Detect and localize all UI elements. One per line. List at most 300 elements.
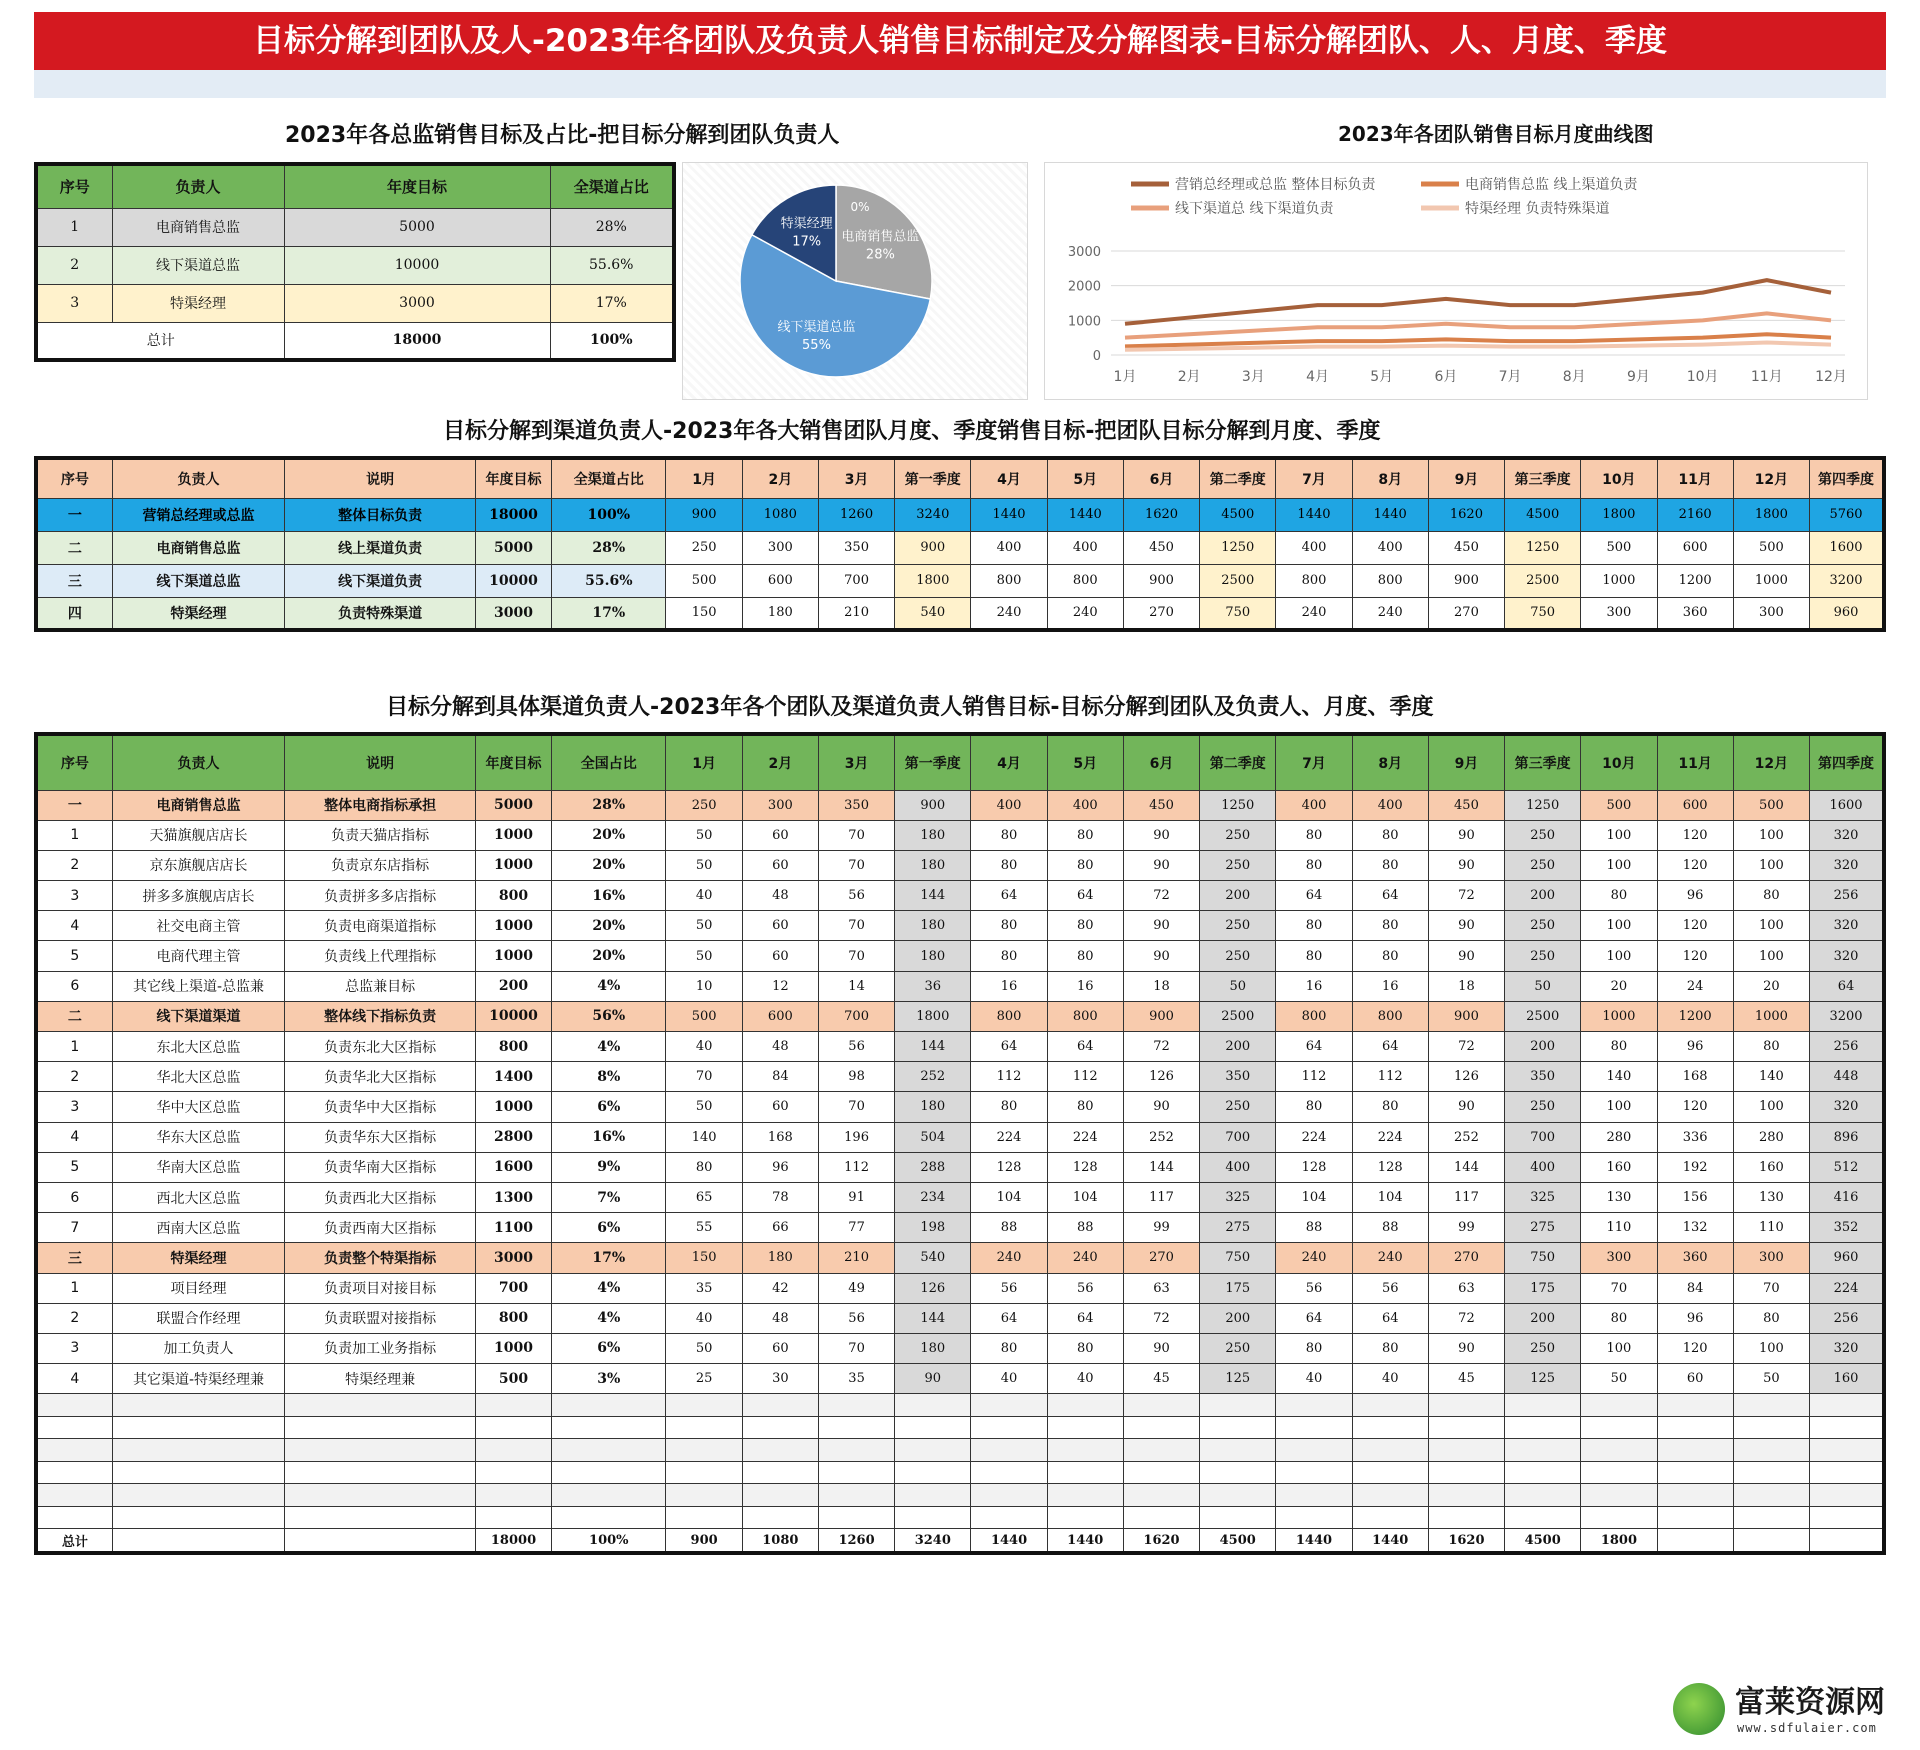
cell: 1200 [1657, 1001, 1733, 1031]
cell: 80 [971, 1092, 1047, 1122]
empty-cell [971, 1461, 1047, 1484]
cell: 300 [742, 790, 818, 820]
cell: 负责东北大区指标 [285, 1032, 476, 1062]
cell: 14 [818, 971, 894, 1001]
empty-cell [666, 1484, 742, 1507]
x-tick-label: 11月 [1750, 369, 1783, 385]
cell: 2 [36, 1062, 112, 1092]
cell: 电商代理主管 [112, 941, 285, 971]
cell: 1440 [1047, 498, 1123, 531]
cell: 400 [1352, 790, 1428, 820]
y-tick-label: 1000 [1067, 314, 1101, 330]
header-cell: 5月 [1047, 734, 1123, 790]
table-row [36, 1032, 1884, 1062]
cell: 1000 [1581, 1001, 1657, 1031]
cell: 56 [1276, 1273, 1352, 1303]
cell: 负责电商渠道指标 [285, 911, 476, 941]
cell: 8% [552, 1062, 666, 1092]
cell: 64 [1810, 971, 1885, 1001]
header-cell: 2月 [742, 734, 818, 790]
empty-cell [971, 1506, 1047, 1529]
cell: 450 [1428, 531, 1504, 564]
cell: 1000 [1581, 564, 1657, 597]
empty-cell [1428, 1439, 1504, 1462]
cell: 70 [818, 941, 894, 971]
empty-cell [1352, 1506, 1428, 1529]
cell: 50 [1200, 971, 1276, 1001]
empty-cell [1123, 1484, 1199, 1507]
cell: 40 [666, 1032, 742, 1062]
cell: 3000 [475, 1243, 551, 1273]
cell: 电商销售总监 [112, 531, 285, 564]
empty-cell [1276, 1439, 1352, 1462]
cell: 2500 [1200, 564, 1276, 597]
cell: 500 [1581, 790, 1657, 820]
cell: 1250 [1200, 790, 1276, 820]
empty-cell [1200, 1394, 1276, 1417]
empty-cell [1428, 1506, 1504, 1529]
cell: 1 [36, 820, 112, 850]
empty-cell [742, 1506, 818, 1529]
cell: 270 [1123, 597, 1199, 630]
empty-cell [971, 1416, 1047, 1439]
cell: 66 [742, 1213, 818, 1243]
cell: 200 [1200, 1032, 1276, 1062]
cell: 28% [552, 790, 666, 820]
cell: 104 [971, 1182, 1047, 1212]
x-tick-label: 2月 [1177, 369, 1201, 385]
cell-name: 线下渠道总监 [112, 246, 284, 284]
cell: 80 [1047, 820, 1123, 850]
cell: 900 [1123, 1001, 1199, 1031]
cell: 252 [895, 1062, 971, 1092]
cell: 80 [971, 850, 1047, 880]
cell: 600 [742, 564, 818, 597]
group-row [36, 790, 1884, 820]
empty-cell [895, 1484, 971, 1507]
cell: 800 [1276, 1001, 1352, 1031]
group-row [36, 1243, 1884, 1273]
cell: 100 [1581, 1333, 1657, 1363]
cell: 线上渠道负责 [285, 531, 476, 564]
empty-cell [1428, 1461, 1504, 1484]
cell: 50 [666, 850, 742, 880]
cell: 144 [1428, 1152, 1504, 1182]
cell: 600 [1657, 531, 1733, 564]
total-cell: 1440 [1352, 1529, 1428, 1553]
cell: 132 [1657, 1213, 1733, 1243]
header-cell: 序号 [36, 458, 112, 498]
total-cell: 100% [552, 1529, 666, 1553]
cell: 负责华中大区指标 [285, 1092, 476, 1122]
cell: 总监兼目标 [285, 971, 476, 1001]
cell: 275 [1505, 1213, 1581, 1243]
cell: 90 [1428, 911, 1504, 941]
cell: 300 [742, 531, 818, 564]
cell: 1600 [1810, 790, 1885, 820]
empty-cell [1505, 1416, 1581, 1439]
cell: 800 [1352, 1001, 1428, 1031]
cell: 320 [1810, 1092, 1885, 1122]
cell: 1 [36, 1273, 112, 1303]
cell: 90 [895, 1364, 971, 1394]
empty-cell [818, 1506, 894, 1529]
empty-cell [742, 1461, 818, 1484]
cell: 80 [1352, 911, 1428, 941]
cell: 270 [1123, 1243, 1199, 1273]
cell: 240 [1352, 1243, 1428, 1273]
cell: 450 [1428, 790, 1504, 820]
cell: 320 [1810, 820, 1885, 850]
total-cell: 1440 [1276, 1529, 1352, 1553]
empty-cell [1810, 1439, 1885, 1462]
cell-name: 电商销售总监 [112, 208, 284, 246]
empty-cell [1352, 1461, 1428, 1484]
empty-cell [1352, 1416, 1428, 1439]
header-cell: 序号 [36, 734, 112, 790]
cell: 750 [1200, 1243, 1276, 1273]
empty-cell [1200, 1506, 1276, 1529]
cell: 90 [1428, 850, 1504, 880]
cell: 90 [1123, 911, 1199, 941]
header-cell: 10月 [1581, 458, 1657, 498]
cell: 90 [1123, 850, 1199, 880]
header-cell: 第二季度 [1200, 734, 1276, 790]
empty-cell [895, 1506, 971, 1529]
cell: 240 [1047, 1243, 1123, 1273]
header-cell: 说明 [285, 734, 476, 790]
table-row [36, 1062, 1884, 1092]
cell: 250 [1505, 850, 1581, 880]
cell: 600 [742, 1001, 818, 1031]
cell: 500 [1733, 790, 1809, 820]
cell: 负责特殊渠道 [285, 597, 476, 630]
cell: 256 [1810, 1032, 1885, 1062]
empty-cell [895, 1394, 971, 1417]
cell: 450 [1123, 790, 1199, 820]
empty-cell [112, 1416, 285, 1439]
empty-cell [112, 1461, 285, 1484]
header-cell: 9月 [1428, 458, 1504, 498]
cell: 3 [36, 1333, 112, 1363]
cell: 700 [1505, 1122, 1581, 1152]
cell: 250 [1200, 1092, 1276, 1122]
empty-cell [36, 1439, 112, 1462]
cell: 45 [1428, 1364, 1504, 1394]
cell: 4% [552, 1273, 666, 1303]
cell: 240 [1276, 597, 1352, 630]
section1-title: 2023年各总监销售目标及占比-把目标分解到团队负责人 [285, 123, 840, 148]
cell: 250 [1505, 820, 1581, 850]
empty-cell [1733, 1461, 1809, 1484]
x-tick-label: 3月 [1241, 369, 1265, 385]
cell: 300 [1733, 597, 1809, 630]
cell: 25 [666, 1364, 742, 1394]
cell: 140 [1733, 1062, 1809, 1092]
cell: 72 [1123, 1032, 1199, 1062]
table-row [36, 1364, 1884, 1394]
empty-row [36, 1394, 1884, 1417]
empty-cell [285, 1506, 476, 1529]
cell: 500 [666, 1001, 742, 1031]
cell: 400 [1200, 1152, 1276, 1182]
header-cell: 全渠道占比 [550, 164, 674, 208]
cell: 160 [1581, 1152, 1657, 1182]
cell: 60 [742, 1333, 818, 1363]
cell: 80 [1352, 850, 1428, 880]
cell: 京东旗舰店店长 [112, 850, 285, 880]
cell: 400 [1047, 531, 1123, 564]
empty-cell [1581, 1461, 1657, 1484]
cell: 99 [1428, 1213, 1504, 1243]
cell: 负责华南大区指标 [285, 1152, 476, 1182]
cell: 90 [1428, 1092, 1504, 1122]
table-row [36, 820, 1884, 850]
cell: 180 [895, 1333, 971, 1363]
cell: 1400 [475, 1062, 551, 1092]
empty-cell [1657, 1506, 1733, 1529]
cell: 3240 [895, 498, 971, 531]
empty-cell [1733, 1394, 1809, 1417]
cell: 24 [1657, 971, 1733, 1001]
total-target: 18000 [284, 322, 550, 360]
table-row [36, 1213, 1884, 1243]
table-row [36, 1333, 1884, 1363]
y-tick-label: 3000 [1067, 245, 1101, 260]
cell: 10000 [475, 564, 551, 597]
cell: 50 [666, 911, 742, 941]
pie-label: 55% [802, 338, 831, 354]
cell: 88 [971, 1213, 1047, 1243]
cell: 西南大区总监 [112, 1213, 285, 1243]
cell: 16% [552, 1122, 666, 1152]
cell: 5000 [475, 531, 551, 564]
total-cell: 900 [666, 1529, 742, 1553]
cell: 56 [818, 1032, 894, 1062]
total-cell: 18000 [475, 1529, 551, 1553]
cell: 128 [971, 1152, 1047, 1182]
x-tick-label: 9月 [1626, 369, 1650, 385]
cell: 70 [1733, 1273, 1809, 1303]
empty-cell [1352, 1394, 1428, 1417]
empty-cell [1200, 1416, 1276, 1439]
cell: 416 [1810, 1182, 1885, 1212]
header-cell: 第二季度 [1200, 458, 1276, 498]
table-row [36, 850, 1884, 880]
line-chart-panel [1044, 162, 1868, 400]
cell: 144 [1123, 1152, 1199, 1182]
empty-cell [1352, 1439, 1428, 1462]
cell: 126 [1428, 1062, 1504, 1092]
total-label: 总计 [36, 322, 284, 360]
empty-cell [1505, 1484, 1581, 1507]
cell: 280 [1733, 1122, 1809, 1152]
title-underband [34, 70, 1886, 98]
header-cell: 2月 [742, 458, 818, 498]
cell: 126 [895, 1273, 971, 1303]
cell: 210 [818, 1243, 894, 1273]
cell: 325 [1505, 1182, 1581, 1212]
table-row [36, 498, 1884, 531]
cell: 10000 [475, 1001, 551, 1031]
empty-cell [971, 1439, 1047, 1462]
cell: 250 [1200, 820, 1276, 850]
cell: 80 [1276, 941, 1352, 971]
cell: 200 [1200, 881, 1276, 911]
empty-cell [666, 1506, 742, 1529]
cell: 80 [1047, 850, 1123, 880]
cell: 350 [818, 790, 894, 820]
cell: 700 [818, 1001, 894, 1031]
cell: 华北大区总监 [112, 1062, 285, 1092]
channel-owner-table [34, 732, 1886, 1555]
empty-cell [1428, 1394, 1504, 1417]
pie-chart-panel [682, 162, 1028, 400]
empty-cell [1047, 1506, 1123, 1529]
cell: 100 [1581, 941, 1657, 971]
cell: 64 [1047, 1303, 1123, 1333]
cell: 社交电商主管 [112, 911, 285, 941]
watermark-url: www.sdfulaier.com [1737, 1721, 1877, 1735]
cell: 拼多多旗舰店店长 [112, 881, 285, 911]
empty-cell [1810, 1484, 1885, 1507]
table-row [36, 284, 674, 322]
cell: 240 [1047, 597, 1123, 630]
cell: 224 [971, 1122, 1047, 1152]
table-row [36, 1152, 1884, 1182]
cell: 40 [666, 881, 742, 911]
cell: 156 [1657, 1182, 1733, 1212]
table-row [36, 208, 674, 246]
empty-cell [666, 1394, 742, 1417]
cell: 72 [1428, 1032, 1504, 1062]
cell: 5 [36, 1152, 112, 1182]
cell: 1000 [475, 1333, 551, 1363]
cell: 2800 [475, 1122, 551, 1152]
cell: 250 [666, 790, 742, 820]
cell: 5000 [475, 790, 551, 820]
cell: 160 [1810, 1364, 1885, 1394]
cell: 90 [1123, 941, 1199, 971]
cell: 3% [552, 1364, 666, 1394]
cell: 80 [1047, 911, 1123, 941]
empty-cell [1810, 1416, 1885, 1439]
cell: 900 [1123, 564, 1199, 597]
cell: 64 [971, 1303, 1047, 1333]
total-cell [1810, 1529, 1885, 1553]
header-cell: 6月 [1123, 458, 1199, 498]
cell: 64 [1352, 881, 1428, 911]
cell: 1800 [895, 1001, 971, 1031]
empty-cell [1047, 1416, 1123, 1439]
cell: 128 [1047, 1152, 1123, 1182]
header-cell: 1月 [666, 458, 742, 498]
cell: 80 [1733, 1303, 1809, 1333]
cell: 华中大区总监 [112, 1092, 285, 1122]
header-cell: 7月 [1276, 734, 1352, 790]
cell: 16 [1047, 971, 1123, 1001]
empty-row [36, 1461, 1884, 1484]
cell: 240 [1276, 1243, 1352, 1273]
cell: 10 [666, 971, 742, 1001]
pie-label: 0% [850, 200, 870, 214]
empty-cell [552, 1461, 666, 1484]
cell: 180 [895, 850, 971, 880]
table-row [36, 1303, 1884, 1333]
legend-label: 电商销售总监 线上渠道负责 [1465, 177, 1638, 193]
cell: 150 [666, 597, 742, 630]
cell: 80 [971, 911, 1047, 941]
line-chart-title: 2023年各团队销售目标月度曲线图 [1338, 122, 1654, 146]
cell: 7 [36, 1213, 112, 1243]
cell: 4 [36, 911, 112, 941]
total-cell: 1620 [1123, 1529, 1199, 1553]
cell: 800 [971, 564, 1047, 597]
team-monthly-table [34, 456, 1886, 632]
cell: 160 [1733, 1152, 1809, 1182]
empty-cell [818, 1416, 894, 1439]
group-row [36, 1001, 1884, 1031]
empty-cell [742, 1394, 818, 1417]
cell: 100 [1733, 1092, 1809, 1122]
empty-cell [1276, 1484, 1352, 1507]
empty-cell [818, 1461, 894, 1484]
cell: 华东大区总监 [112, 1122, 285, 1152]
empty-cell [1581, 1394, 1657, 1417]
cell: 2500 [1505, 564, 1581, 597]
cell: 6% [552, 1213, 666, 1243]
cell: 120 [1657, 911, 1733, 941]
cell: 1000 [475, 850, 551, 880]
empty-cell [1505, 1506, 1581, 1529]
cell: 128 [1352, 1152, 1428, 1182]
empty-cell [475, 1461, 551, 1484]
cell: 45 [1123, 1364, 1199, 1394]
cell: 特渠经理兼 [285, 1364, 476, 1394]
cell: 1600 [1810, 531, 1885, 564]
cell: 4500 [1505, 498, 1581, 531]
cell: 1800 [1581, 498, 1657, 531]
cell: 240 [1352, 597, 1428, 630]
cell: 1800 [1733, 498, 1809, 531]
cell: 1440 [1276, 498, 1352, 531]
cell: 800 [1276, 564, 1352, 597]
cell: 5760 [1810, 498, 1885, 531]
watermark [1655, 1665, 1920, 1750]
cell: 110 [1733, 1213, 1809, 1243]
empty-cell [1733, 1506, 1809, 1529]
header-cell: 年度目标 [284, 164, 550, 208]
empty-cell [1276, 1461, 1352, 1484]
cell: 350 [1200, 1062, 1276, 1092]
cell: 项目经理 [112, 1273, 285, 1303]
empty-cell [36, 1461, 112, 1484]
cell: 63 [1428, 1273, 1504, 1303]
cell: 400 [1047, 790, 1123, 820]
cell: 18000 [475, 498, 551, 531]
cell: 175 [1200, 1273, 1276, 1303]
cell: 112 [1047, 1062, 1123, 1092]
cell: 63 [1123, 1273, 1199, 1303]
cell: 117 [1428, 1182, 1504, 1212]
empty-cell [1123, 1439, 1199, 1462]
cell: 72 [1428, 881, 1504, 911]
cell: 二 [36, 1001, 112, 1031]
cell: 320 [1810, 911, 1885, 941]
cell: 3 [36, 881, 112, 911]
cell: 50 [1581, 1364, 1657, 1394]
empty-cell [666, 1461, 742, 1484]
